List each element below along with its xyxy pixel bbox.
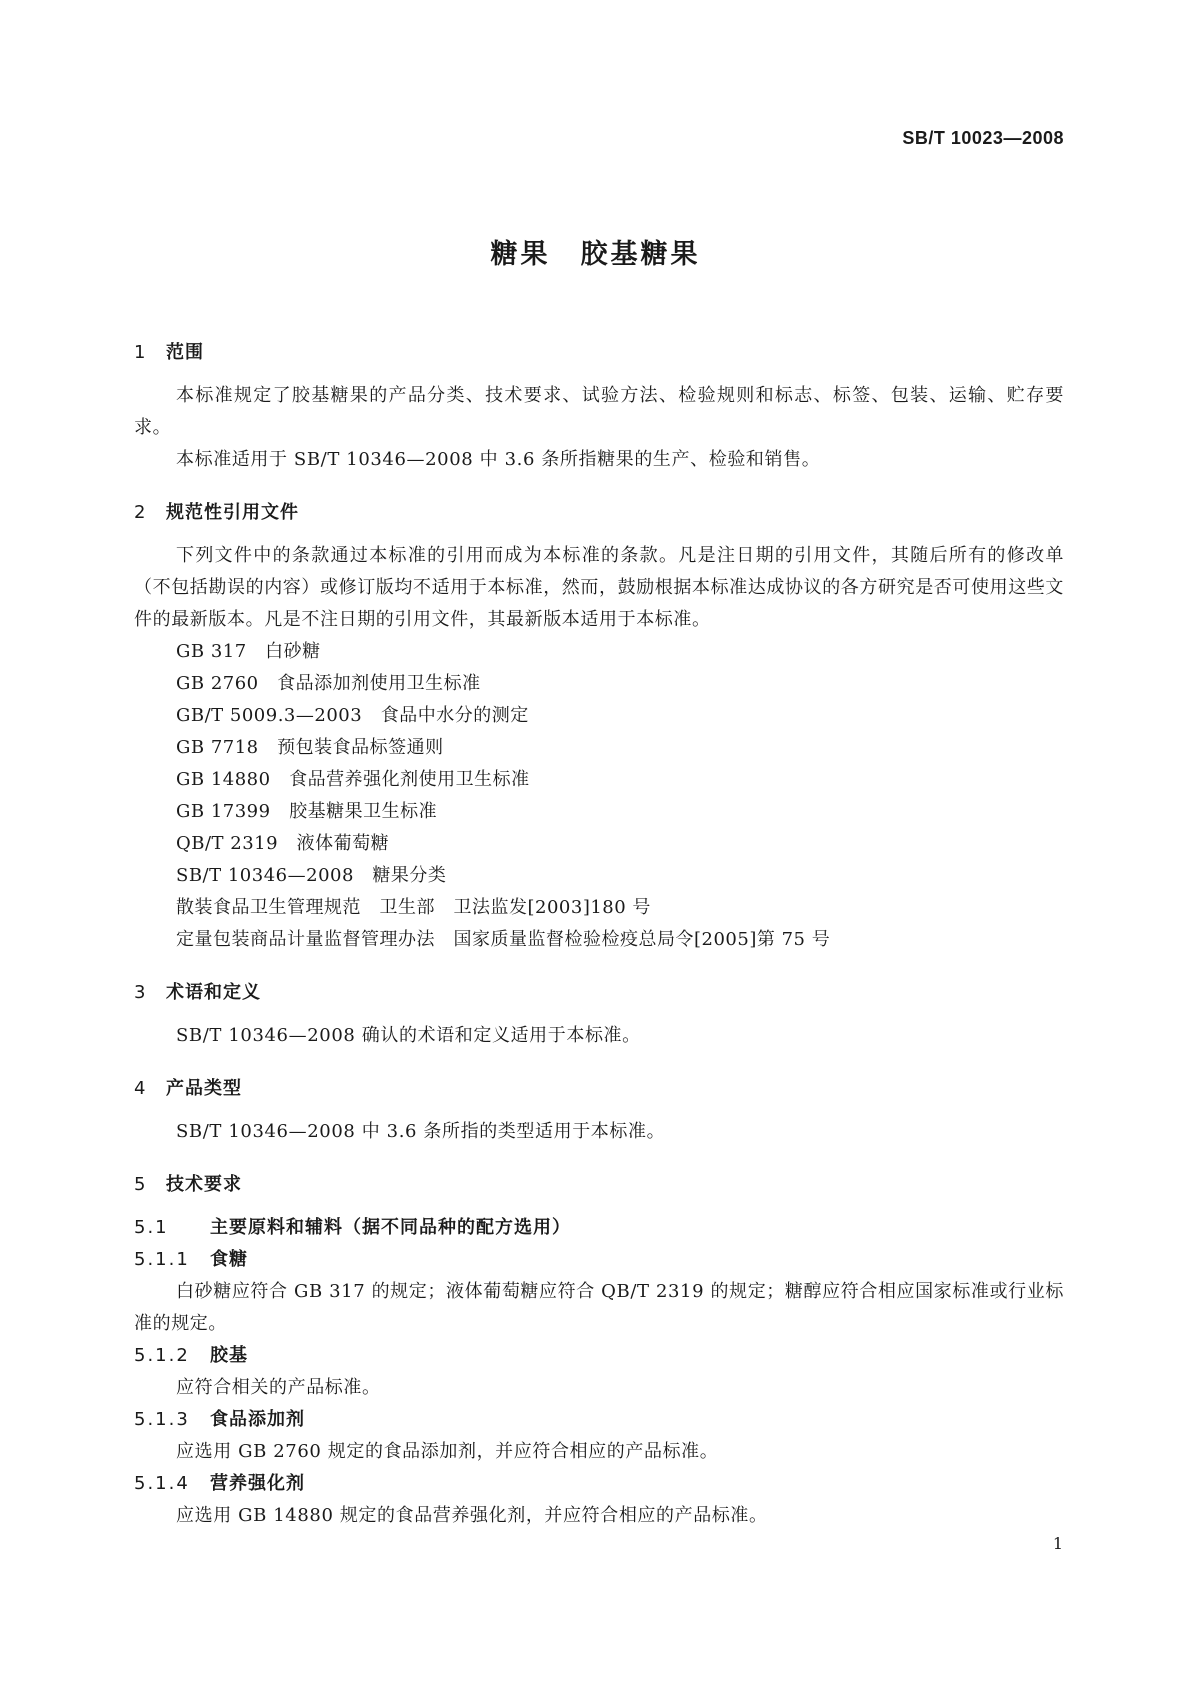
subsection-number: 5.1.2 <box>134 1345 190 1366</box>
paragraph: 本标准规定了胶基糖果的产品分类、技术要求、试验方法、检验规则和标志、标签、包装、运输、贮存要求。 <box>134 385 1064 438</box>
section-title: 术语和定义 <box>166 982 261 1003</box>
reference-item: QB/T 2319 液体葡萄糖 <box>176 833 390 854</box>
section-heading-4 <box>134 1074 1064 1104</box>
subsection-heading-5-1-1 <box>134 1244 1064 1276</box>
subsection-heading-5-1-4 <box>134 1468 1064 1500</box>
paragraph: 本标准适用于 SB/T 10346—2008 中 3.6 条所指糖果的生产、检验和销售。 <box>176 449 821 470</box>
section-heading-1 <box>134 338 1064 368</box>
reference-item: GB 7718 预包装食品标签通则 <box>176 737 444 758</box>
subsection-title: 食品添加剂 <box>210 1409 305 1430</box>
section-title: 规范性引用文件 <box>166 502 299 523</box>
standard-code: SB/T 10023—2008 <box>902 128 1064 148</box>
subsection-title: 主要原料和辅料（据不同品种的配方选用） <box>210 1217 571 1238</box>
section-number: 2 <box>134 502 147 523</box>
section-number: 3 <box>134 982 147 1003</box>
reference-item: GB 317 白砂糖 <box>176 641 321 662</box>
reference-item: 定量包装商品计量监督管理办法 国家质量监督检验检疫总局令[2005]第 75 号 <box>176 929 831 950</box>
paragraph: SB/T 10346—2008 中 3.6 条所指的类型适用于本标准。 <box>176 1121 666 1142</box>
subsection-number: 5.1.3 <box>134 1409 190 1430</box>
paragraph: 白砂糖应符合 GB 317 的规定；液体葡萄糖应符合 QB/T 2319 的规定；糖醇应符合相应国家标准或行业标准的规定。 <box>134 1281 1064 1334</box>
reference-item: 散装食品卫生管理规范 卫生部 卫法监发[2003]180 号 <box>176 897 651 918</box>
section-title: 产品类型 <box>166 1078 242 1099</box>
reference-item: GB 2760 食品添加剂使用卫生标准 <box>176 673 481 694</box>
section-heading-5 <box>134 1170 1064 1200</box>
section-number: 1 <box>134 342 147 363</box>
section-number: 4 <box>134 1078 147 1099</box>
section-title: 技术要求 <box>166 1174 242 1195</box>
reference-item: GB/T 5009.3—2003 食品中水分的测定 <box>176 705 529 726</box>
paragraph: 应选用 GB 2760 规定的食品添加剂，并应符合相应的产品标准。 <box>176 1441 719 1462</box>
paragraph: 应选用 GB 14880 规定的食品营养强化剂，并应符合相应的产品标准。 <box>176 1505 768 1526</box>
section-heading-3 <box>134 978 1064 1008</box>
section-title: 范围 <box>166 342 204 363</box>
paragraph: SB/T 10346—2008 确认的术语和定义适用于本标准。 <box>176 1025 641 1046</box>
subsection-title: 营养强化剂 <box>210 1473 305 1494</box>
paragraph: 下列文件中的条款通过本标准的引用而成为本标准的条款。凡是注日期的引用文件，其随后所有的修改单（不包括勘误的内容）或修订版均不适用于本标准，然而，鼓励根据本标准达成协议的各方研究是否可使用这些文件的最新版本。凡是不注日期的引用文件，其最新版本适用于本标准。 <box>134 545 1064 630</box>
reference-item: SB/T 10346—2008 糖果分类 <box>176 865 447 886</box>
subsection-title: 胶基 <box>210 1345 248 1366</box>
section-heading-2 <box>134 498 1064 528</box>
subsection-heading-5-1 <box>134 1212 1064 1244</box>
subsection-heading-5-1-2 <box>134 1340 1064 1372</box>
paragraph: 应符合相关的产品标准。 <box>176 1377 381 1398</box>
section-number: 5 <box>134 1174 147 1195</box>
page-number: 1 <box>1052 1534 1063 1553</box>
subsection-title: 食糖 <box>210 1249 248 1270</box>
subsection-number: 5.1.1 <box>134 1249 190 1270</box>
subsection-number: 5.1.4 <box>134 1473 190 1494</box>
document-title: 糖果 胶基糖果 <box>490 239 701 270</box>
reference-item: GB 14880 食品营养强化剂使用卫生标准 <box>176 769 530 790</box>
subsection-heading-5-1-3 <box>134 1404 1064 1436</box>
reference-item: GB 17399 胶基糖果卫生标准 <box>176 801 438 822</box>
subsection-number: 5.1 <box>134 1217 169 1238</box>
document-body <box>134 338 1064 1532</box>
